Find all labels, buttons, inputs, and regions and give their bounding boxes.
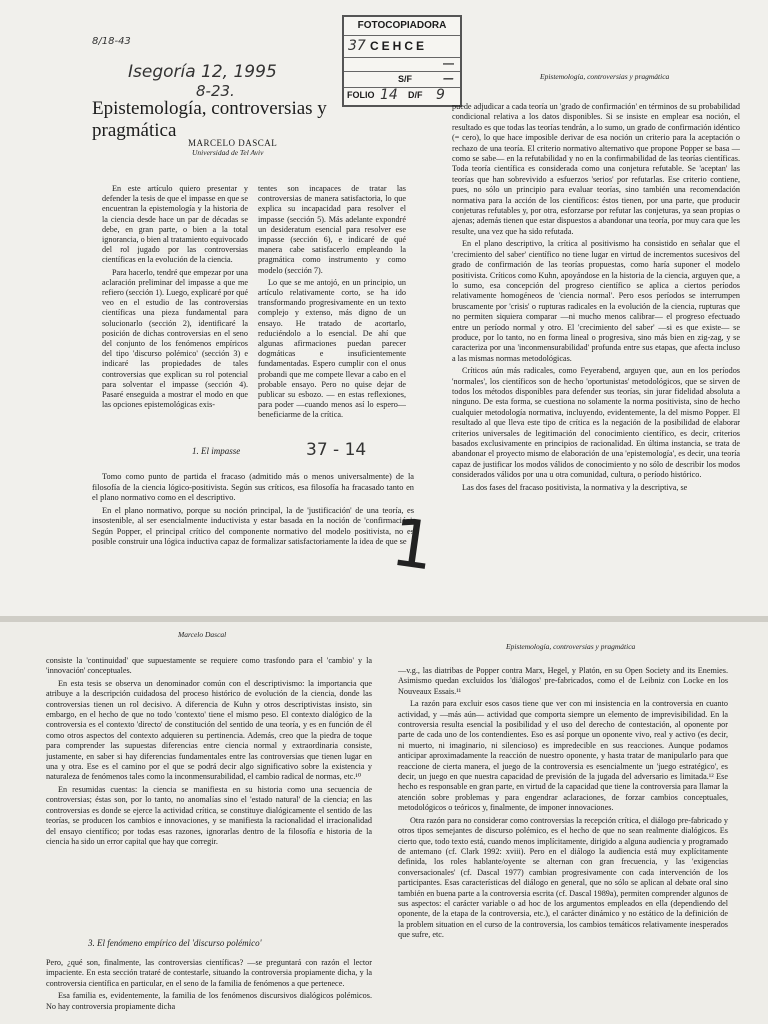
body-paragraph: Esa familia es, evidentemente, la familia de los fenómenos discursivos dialógicos polémicos. No hay controversia propiamente dicha bbox=[46, 991, 372, 1011]
section-3-text bbox=[46, 958, 372, 1024]
stamp-dash-2: — bbox=[443, 72, 454, 85]
abstract-column-2 bbox=[258, 184, 406, 423]
abstract-paragraph: En este artículo quiero presentar y defender la tesis de que el impasse en que se encuentran la epistemología y la historia de la ciencia desde hace un par de décadas se debe, en gran parte, o bien a la total ignorancia, o bien al tratamiento equivocado del rol jugado por las controversias científicas en la evolución de la ciencia. bbox=[102, 184, 248, 265]
stamp-sf-row bbox=[344, 71, 460, 88]
body-paragraph: consiste la 'continuidad' que supuestamente se requiere como trasfondo para el 'cambio' y la 'innovación' conceptuales. bbox=[46, 656, 372, 676]
article-author: MARCELO DASCAL bbox=[188, 138, 278, 148]
stamp-center-row bbox=[344, 35, 460, 58]
body-paragraph: En el plano normativo, porque su noción principal, la de 'justificación' de una teoría, es insostenible, al ser esencialmente inductivista y estar basada en la noción de 'confirmación'. Según Popper, el principal crítico del componente normativo del modelo positivista, no es posible construir una lógica inductiva capaz de formalizar satisfactoriamente la idea de que se bbox=[92, 505, 414, 546]
article-title: Epistemología, controversias y pragmática bbox=[92, 98, 327, 141]
right-column bbox=[452, 102, 740, 574]
stamp-title: FOTOCOPIADORA bbox=[344, 17, 460, 36]
stamp-folio-number: 14 bbox=[380, 87, 398, 103]
handwritten-journal-line2: 8-23. bbox=[196, 82, 235, 100]
section-1-text bbox=[92, 472, 414, 568]
author-affiliation: Universidad de Tel Aviv bbox=[192, 148, 264, 157]
stamp-folio-label: FOLIO bbox=[347, 90, 375, 100]
left-running-head: Marcelo Dascal bbox=[178, 630, 227, 639]
body-paragraph: Tomo como punto de partida el fracaso (admitido más o menos universalmente) de la filosofía de la ciencia lógico-positivista. Según sus críticos, esa filosofía ha fracasado tanto en el plano normativo como en el descriptivo. bbox=[92, 472, 414, 502]
body-paragraph: —v.g., las diatribas de Popper contra Marx, Hegel, y Platón, en su Open Society and its Enemies. Asimismo quedan excluidos los 'diálogos' pre-fabricados, como el de Leibniz con Locke en los Nouveaux Essais.¹¹ bbox=[398, 666, 728, 696]
body-paragraph: puede adjudicar a cada teoría un 'grado de confirmación' en términos de su probabilidad condicional relativa a los datos disponibles. Si se insiste en emplear esa noción, el resultado es que todas las teorías tendrán, a lo sumo, un grado de confirmación idéntico (= cero), lo que hace imposible derivar de esa noción un criterio para la aceptación o rechazo de una teoría. El criterio normativo alternativo que propone Popper se basa —como se sabe— en la refutabilidad y no en la confirmabilidad de las teorías científicas. Toda teoría científica es considerada como una conjetura refutable. Se 'aceptan' las teorías que han sobrevivido a esfuerzos 'serios' por refutarlas. Ese criterio contiene, pues, no sólo un principio para evaluar teorías, sino también una recomendación normativa para la acción de los científicos: éstos tienen, por una parte, que producir conjeturas refutables y, por otra, esforzarse por refutar las conjeturas, ya sean propias o ajenas; además tienen que estar dispuestos a abandonar una teoría, por muy cara que les resulte, una vez que ha sido refutada. bbox=[452, 102, 740, 236]
body-paragraph: En resumidas cuentas: la ciencia se manifiesta en su historia como una secuencia de controversias; éstas son, por lo tanto, no anomalías sino el 'estado natural' de la ciencia; en las controversias es donde se ejerce la actividad crítica, se constituye dialógicamente el sentido de las teorías, se producen los cambios e innovaciones, y se manifiesta la racionalidad el irracionalidad del ensayo científico; por todas esas razones, ignorarlas dentro de la filosofía e historia de la ciencia ha sido un error capital que hay que corregir. bbox=[46, 784, 372, 846]
stamp-number: 37 bbox=[348, 38, 366, 54]
stamp-dash-row bbox=[344, 57, 460, 72]
handwritten-journal-line1: Isegoría 12, 1995 bbox=[128, 62, 277, 82]
body-paragraph: Pero, ¿qué son, finalmente, las controversias científicas? —se preguntará con razón el lector impaciente. En esta sección trataré de contestarle, situando la controversia propiamente dicha, y la controversia científica en particular, en el seno de la familia de fenómenos a que pertenece. bbox=[46, 958, 372, 988]
abstract-paragraph: tentes son incapaces de tratar las controversias de manera satisfactoria, lo que explica su incapacidad para resolver el impasse (sección 5). Más adelante expondré un desideratum esencial para resolver ese impasse (sección 6), e indicaré de qué manera cabe satisfacerlo empleando la pragmática como instrumento y como modelo (sección 7). bbox=[258, 184, 406, 275]
bottom-page bbox=[0, 622, 768, 1024]
stamp-df-label: D/F bbox=[408, 90, 423, 100]
body-paragraph: La razón para excluir esos casos tiene que ver con mi insistencia en la controversia en cuanto actividad, y —más aún— actividad que comporta siempre un elemento de imprevisibilidad. En la controversia resulta esencial la posibilidad y el uso del derecho de contestación, al oponente por parte de cada uno de los contendientes. Eso es así porque un oponente vivo, real y activo (es decir, ni muerto, ni imaginario, ni silencioso) es impredecible en sus reacciones. Aunque podamos anticipar aproximadamente la reacción de nuestro oponente, y hasta tratar de manipularlo para que reaccione de cierta manera, el juego de la controversia es esencialmente un 'juego estratégico', es decir, un juego en que nuestra capacidad de previsión de la jugada del adversario es limitada.¹² Ese hecho es responsable en gran parte, en virtud de la capacidad que tiene la controversia para llamar la atención sobre problemas y para engendrar aclaraciones, de forzar cambios conceptuales, metodológicos o teóricos y, finalmente, de imponer innovaciones. bbox=[398, 699, 728, 813]
handwritten-big-number: 1 bbox=[386, 503, 440, 586]
abstract-column-1 bbox=[102, 184, 248, 412]
section-3-heading: 3. El fenómeno empírico del 'discurso polémico' bbox=[88, 938, 262, 948]
abstract-paragraph: Para hacerlo, tendré que empezar por una aclaración preliminar del impasse a que me refiero (sección 1). Luego, explicaré por qué veo en el estudio de las controversias científicas una pieza fundamental para solucionarlo (sección 2), identificaré la posición de dichas controversias en el seno del conjunto de los fenómenos empíricos del tipo 'discurso polémico' (sección 3) e indicaré las propiedades de tales controversias que explican su rol potencial para solventar el impasse (sección 4). Pasaré enseguida a mostrar el modo en que las opciones epistemológicas exis- bbox=[102, 267, 248, 410]
stamp-center-name: CEHCE bbox=[370, 39, 428, 53]
stamp-df-number: 9 bbox=[436, 87, 445, 103]
stamp-sf-label: S/F bbox=[398, 74, 413, 84]
handwritten-ref-code: 8/18-43 bbox=[92, 36, 131, 47]
photocopy-stamp bbox=[342, 15, 462, 107]
abstract-paragraph: Lo que se me antojó, en un principio, un artículo relativamente corto, se ha ido transformando progresivamente en un texto complejo y extenso, más digno de un ensayo. He tratado de acortarlo, reduciéndolo a lo esencial. De ahí que algunas afirmaciones puedan parecer dogmáticas e insuficientemente fundamentadas. Espero cumplir con el onus probandi que me compete llevar a cabo en el probable ensayo. Pero no quise dejar de publicar su esbozo. — en estas reflexiones, para poder —cuando menos así lo espero— beneficiarme de la crítica. bbox=[258, 277, 406, 420]
body-paragraph: Las dos fases del fracaso positivista, la normativa y la descriptiva, se bbox=[462, 482, 688, 492]
body-paragraph: Otra razón para no considerar como controversias la recepción crítica, el diálogo pre-fabricado y otros tipos semejantes de discurso polémico, es el hecho de que no sean realmente dialógicos. Es cierto que, todo texto está, cuando menos implícitamente, dirigido a alguna audiencia y programado de antemano (cf. Clark 1992: xviii). Pero en el diálogo la audiencia está muy explícitamente definida, los roles hablante/oyente se alternan con gran frecuencia, y las 'exigencias conversacionales' (cf. Dascal 1977) cambian progresivamente con cada intervención de los participantes. Esas características del diálogo en general, que no sólo se aplican al debate oral sino también en buena parte a la controversia escrita (cf. Dascal 1989a), permiten comprender algunos de sus aspectos: el carácter variable o ad hoc de los argumentos empleados en ella (dependiendo del oponente, de la etapa de la controversia, etc.), el carácter dinámico y no estático de la definición de la problem situation en el curso de la controversia, los cambios temáticos relativamente inesperados que sufre, etc. bbox=[398, 815, 728, 940]
body-paragraph: En esta tesis se observa un denominador común con el descriptivismo: la importancia que atribuye a la descripción cuidadosa del proceso histórico de evolución de la ciencia, donde las controversias tienen un rol decisivo. A diferencia de Kuhn y otros descriptivistas insisto, sin embargo, en el hecho de que no todo 'contexto' tiene el mismo peso. El contexto dialógico de la controversia es el contexto 'directo' de constitución del sentido de una teoría, y es en función de él como otros aspectos del contexto adquieren su pertinencia. Además, creo que la piedra de toque para comprender las supuestas diferencias entre ciencia normal y extraordinaria consiste, justamente, en saber si hay diferencias fundamentales entre las controversias que tienen lugar en una y otra. Ese es el camino por el que se podrá decir algo significativo sobre la existencia y naturaleza de fenómenos tales como la inconmensurabilidad, el cambio radical de normas, etc.¹⁰ bbox=[46, 678, 372, 782]
section-1-heading: 1. El impasse bbox=[192, 446, 241, 456]
handwritten-page-code: 37 - 14 bbox=[306, 440, 367, 460]
bottom-right-column bbox=[398, 666, 728, 1024]
running-head: Epistemología, controversias y pragmática bbox=[540, 72, 670, 81]
body-paragraph: En el plano descriptivo, la crítica al positivismo ha consistido en señalar que el 'crecimiento del saber' científico no tiene lugar en virtud de incrementos sucesivos del grado de confirmación de las teorías propuestas, como haría suponer el modelo positivista. Críticos como Kuhn, apoyándose en la historia de la ciencia, arguyen que, a lo sumo, esa concepción del progreso científico se aplica a ciertos períodos relativamente homogéneos de 'ciencia normal'. Pero esos períodos se interrumpen bruscamente por 'crisis' o rupturas radicales en la evolución de la ciencia, rupturas que no permiten siquiera comparar —ni mucho menos calibrar— el progreso efectuado entre un período normal y otro. El 'crecimiento del saber' —si es que existe— se produce, por lo tanto, no en forma lineal o progresiva, sino más bien en zig-zag, y se caracteriza por una 'inconmensurabilidad' profunda entre sus etapas, que afecta incluso a las mismas normas metodológicas. bbox=[452, 239, 740, 363]
bottom-left-column bbox=[46, 656, 372, 922]
body-paragraph: Críticos aún más radicales, como Feyerabend, arguyen que, aun en los períodos 'normales', los científicos son de hecho 'oportunistas' metodológicos, que se sirven de todos los métodos disponibles para defender sus teorías, sin jurar fidelidad absoluta a ninguno. De esta forma, se cuestiona no solamente la norma positivista, sino de hecho cualquier metodología normativa, incluyendo, evidentemente, la del mismo Popper. El resultado al que lleva este tipo de crítica es la negación de la posibilidad de elaborar criterios universales de legitimación del conocimiento científico, es decir, criterios basados exclusivamente en principios de racionalidad. En última instancia, se trata de abandonar el proyecto mismo de elaboración de una 'epistemología', es decir, una teoría capaz de justificar los modos válidos de conocimiento y no sólo de describir los modos considerados válidos por una u otra comunidad, cultura, o período histórico. bbox=[452, 366, 740, 480]
stamp-dash-1: — bbox=[443, 58, 454, 70]
right-running-head: Epistemología, controversias y pragmática bbox=[506, 642, 636, 651]
